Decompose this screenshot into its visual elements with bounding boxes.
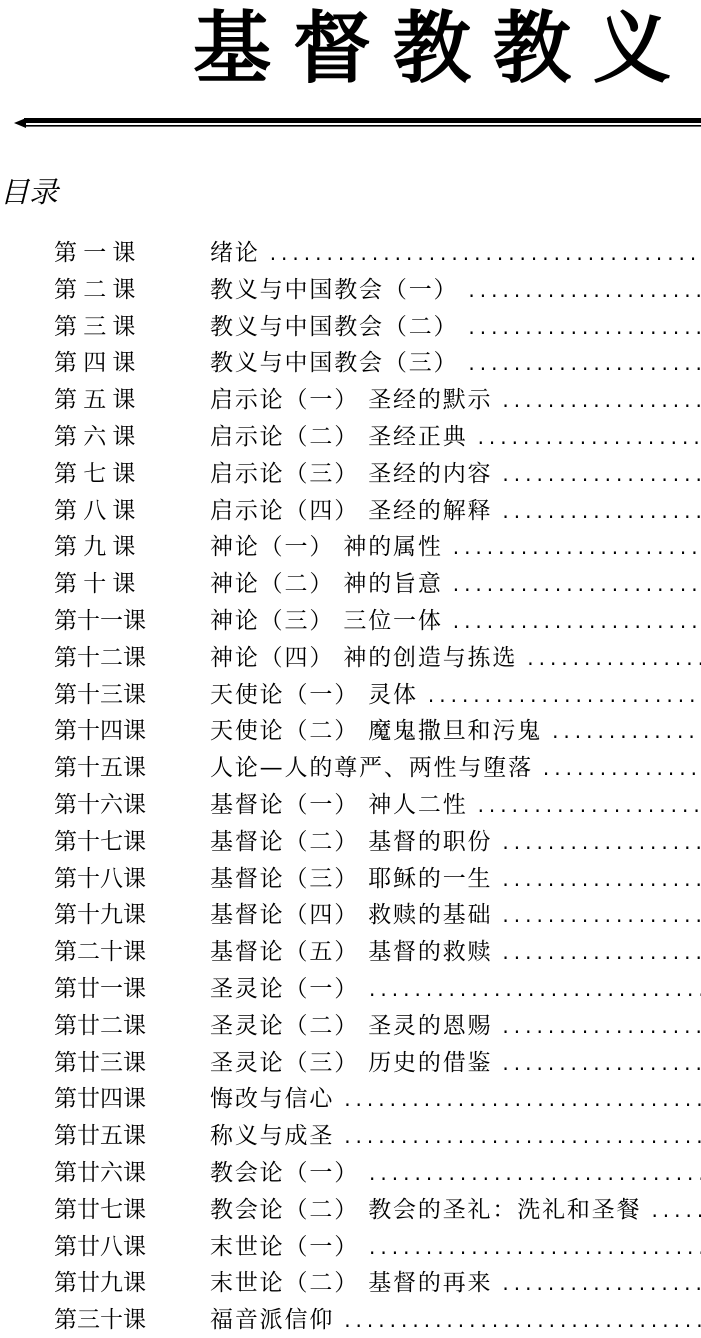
lesson-title: 神论（二） 神的旨意 xyxy=(210,571,443,598)
lesson-number: 第十六课 xyxy=(54,791,146,818)
lesson-number: 第六课 xyxy=(54,423,142,450)
lesson-title: 启示论（二） 圣经正典 xyxy=(210,423,468,450)
toc-entry xyxy=(54,1301,701,1338)
lesson-number: 第廿六课 xyxy=(54,1159,146,1186)
lesson-number: 第二课 xyxy=(54,276,142,303)
lesson-title: 教会论（二） 教会的圣礼：洗礼和圣餐 xyxy=(210,1196,642,1223)
lesson-title: 神论（三） 三位一体 xyxy=(210,607,443,634)
lesson-title: 启示论（一） 圣经的默示 xyxy=(210,387,493,414)
toc-entry xyxy=(54,455,701,492)
lesson-title: 悔改与信心 xyxy=(210,1086,335,1113)
toc-entry xyxy=(54,1154,701,1191)
document-title: 基督教教义 xyxy=(192,3,693,94)
lesson-title: 基督论（五） 基督的救赎 xyxy=(210,939,493,966)
toc-entry xyxy=(54,271,701,308)
dot-leader xyxy=(502,499,701,523)
lesson-title: 末世论（一） xyxy=(210,1233,360,1260)
lesson-number: 第廿九课 xyxy=(54,1270,146,1297)
toc-entry xyxy=(54,602,701,639)
lesson-title: 教义与中国教会（三） xyxy=(210,350,459,377)
toc-entry xyxy=(54,1117,701,1154)
dot-leader xyxy=(369,1235,701,1259)
dot-leader xyxy=(453,609,701,633)
dot-leader xyxy=(502,867,701,891)
lesson-number: 第十八课 xyxy=(54,865,146,892)
lesson-title: 神论（四） 神的创造与拣选 xyxy=(210,644,518,671)
lesson-number: 第廿一课 xyxy=(54,975,146,1002)
dot-leader xyxy=(552,719,701,743)
lesson-title: 基督论（四） 救赎的基础 xyxy=(210,902,493,929)
dot-leader xyxy=(344,1087,701,1111)
dot-leader xyxy=(527,646,701,670)
lesson-number: 第廿五课 xyxy=(54,1123,146,1150)
dot-leader xyxy=(369,1161,701,1185)
lesson-title: 基督论（三） 耶稣的一生 xyxy=(210,865,493,892)
lesson-title: 圣灵论（三） 历史的借鉴 xyxy=(210,1049,493,1076)
lesson-number: 第十七课 xyxy=(54,828,146,855)
lesson-title: 启示论（三） 圣经的内容 xyxy=(210,460,493,487)
lesson-title: 教义与中国教会（一） xyxy=(210,276,459,303)
dot-leader xyxy=(651,1198,701,1222)
lesson-number: 第五课 xyxy=(54,387,142,414)
lesson-number: 第七课 xyxy=(54,460,142,487)
dot-leader xyxy=(502,1271,701,1295)
lesson-number: 第八课 xyxy=(54,497,142,524)
dot-leader xyxy=(502,940,701,964)
toc-entry xyxy=(54,344,701,381)
lesson-title: 神论（一） 神的属性 xyxy=(210,534,443,561)
dot-leader xyxy=(478,793,701,817)
dot-leader xyxy=(543,756,701,780)
lesson-number: 第三课 xyxy=(54,313,142,340)
lesson-title: 绪论 xyxy=(210,240,260,266)
toc-entry xyxy=(54,528,701,565)
lesson-title: 称义与成圣 xyxy=(210,1123,335,1150)
dot-leader xyxy=(502,388,701,412)
lesson-number: 第廿三课 xyxy=(54,1049,146,1076)
table-of-contents xyxy=(54,234,701,1338)
dot-leader xyxy=(502,830,701,854)
lesson-title: 基督论（二） 基督的职份 xyxy=(210,828,493,855)
lesson-number: 第十九课 xyxy=(54,902,146,929)
lesson-number: 第三十课 xyxy=(54,1307,146,1334)
lesson-number: 第十四课 xyxy=(54,718,146,745)
toc-entry xyxy=(54,492,701,529)
lesson-number: 第廿八课 xyxy=(54,1233,146,1260)
toc-entry xyxy=(54,418,701,455)
toc-entry xyxy=(54,1228,701,1265)
toc-entry xyxy=(54,676,701,713)
dot-leader xyxy=(502,1014,701,1038)
dot-leader xyxy=(502,1051,701,1075)
lesson-number: 第十二课 xyxy=(54,644,146,671)
dot-leader xyxy=(478,425,701,449)
lesson-title: 末世论（二） 基督的再来 xyxy=(210,1270,493,1297)
lesson-number: 第九课 xyxy=(54,534,142,561)
dot-leader xyxy=(468,315,701,339)
dot-leader xyxy=(270,241,701,265)
lesson-number: 第十五课 xyxy=(54,755,146,782)
toc-entry xyxy=(54,1191,701,1228)
toc-entry xyxy=(54,970,701,1007)
dot-leader xyxy=(453,535,701,559)
dot-leader xyxy=(344,1124,701,1148)
toc-entry xyxy=(54,786,701,823)
lesson-number: 第十三课 xyxy=(54,681,146,708)
dot-leader xyxy=(453,572,701,596)
dot-leader xyxy=(502,903,701,927)
lesson-title: 福音派信仰 xyxy=(210,1307,335,1334)
lesson-title: 天使论（一） 灵体 xyxy=(210,681,418,708)
toc-entry xyxy=(54,712,701,749)
lesson-title: 圣灵论（二） 圣灵的恩赐 xyxy=(210,1012,493,1039)
toc-entry xyxy=(54,381,701,418)
lesson-title: 教义与中国教会（二） xyxy=(210,313,459,340)
lesson-title: 基督论（一） 神人二性 xyxy=(210,791,468,818)
dot-leader xyxy=(502,462,701,486)
lesson-number: 第廿四课 xyxy=(54,1086,146,1113)
toc-entry xyxy=(54,565,701,602)
toc-entry xyxy=(54,749,701,786)
lesson-number: 第二十课 xyxy=(54,939,146,966)
toc-entry xyxy=(54,823,701,860)
toc-heading: 目录 xyxy=(0,175,59,209)
toc-entry xyxy=(54,860,701,897)
toc-entry xyxy=(54,896,701,933)
toc-entry xyxy=(54,1080,701,1117)
header-divider xyxy=(14,116,701,130)
lesson-title: 启示论（四） 圣经的解释 xyxy=(210,497,493,524)
dot-leader xyxy=(428,683,701,707)
toc-entry xyxy=(54,1264,701,1301)
lesson-title: 天使论（二） 魔鬼撒旦和污鬼 xyxy=(210,718,543,745)
lesson-number: 第廿七课 xyxy=(54,1196,146,1223)
dot-leader xyxy=(369,977,701,1001)
lesson-title: 教会论（一） xyxy=(210,1159,360,1186)
dot-leader xyxy=(344,1308,701,1332)
toc-entry xyxy=(54,308,701,345)
toc-entry xyxy=(54,639,701,676)
toc-entry xyxy=(54,234,701,271)
toc-entry xyxy=(54,1044,701,1081)
lesson-number: 第十一课 xyxy=(54,607,146,634)
dot-leader xyxy=(468,351,701,375)
toc-entry xyxy=(54,1007,701,1044)
lesson-title: 人论—人的尊严、两性与堕落 xyxy=(210,755,533,782)
dot-leader xyxy=(468,278,701,302)
lesson-number: 第十课 xyxy=(54,571,142,598)
lesson-number: 第四课 xyxy=(54,350,142,377)
lesson-number: 第一课 xyxy=(54,240,142,266)
lesson-title: 圣灵论（一） xyxy=(210,975,360,1002)
lesson-number: 第廿二课 xyxy=(54,1012,146,1039)
toc-entry xyxy=(54,933,701,970)
